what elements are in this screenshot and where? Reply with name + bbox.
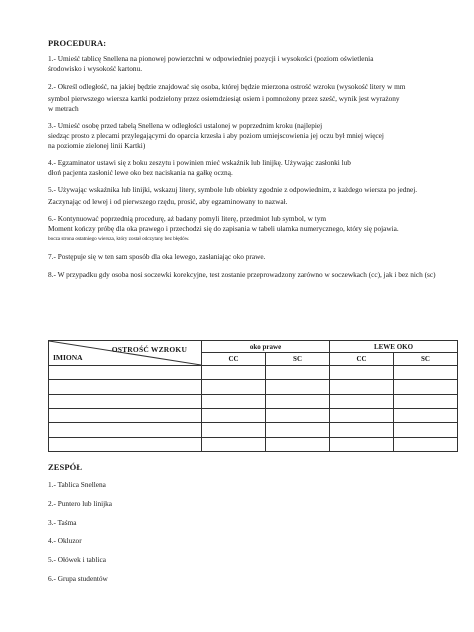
value-cell[interactable]: [330, 380, 394, 394]
visual-acuity-table: [48, 340, 458, 452]
visual-acuity-label: OSTROŚĆ WZROKU: [111, 345, 188, 354]
procedure-line: 1.- Umieść tablicę Snellena na pionowej powierzchni w odpowiedniej pozycji i wysokości (poziom oświetlenia: [48, 54, 374, 63]
value-cell[interactable]: [393, 394, 457, 408]
procedure-line: 7.- Postępuje się w ten sam sposób dla oka lewego, zasłaniając oko prawe.: [48, 252, 266, 261]
procedure-heading: PROCEDURA:: [48, 38, 107, 48]
table-row: [49, 437, 458, 451]
value-cell[interactable]: [202, 423, 266, 437]
value-cell[interactable]: [330, 423, 394, 437]
right-eye-header: oko prawe: [202, 341, 330, 353]
procedure-line: dłoń pacjenta zasłonić lewe oko bez naciskania na gałkę oczną.: [48, 168, 233, 177]
team-item: 4.- Okluzor: [48, 536, 82, 545]
procedure-line: 4.- Egzaminator ustawi się z boku zeszytu i powinien mieć wskaźnik lub linijkę. Używając zasłonki lub: [48, 158, 351, 167]
procedure-line: 6.- Kontynuować poprzednią procedurę, aż badany pomyli literę, przedmiot lub symbol, w tym: [48, 214, 327, 223]
right-eye-cc-header: CC: [202, 353, 266, 366]
value-cell[interactable]: [202, 366, 266, 380]
team-item: 5.- Ołówek i tablica: [48, 555, 106, 564]
right-eye-sc-header: SC: [266, 353, 330, 366]
name-cell[interactable]: [49, 394, 202, 408]
value-cell[interactable]: [330, 437, 394, 451]
value-cell[interactable]: [266, 366, 330, 380]
procedure-line: 3.- Umieść osobę przed tabelą Snellena w odległości ustalonej w poprzednim kroku (najlepiej: [48, 121, 323, 130]
value-cell[interactable]: [393, 408, 457, 422]
table-row: [49, 380, 458, 394]
procedure-line: w metrach: [48, 104, 79, 113]
value-cell[interactable]: [202, 394, 266, 408]
name-cell[interactable]: [49, 380, 202, 394]
value-cell[interactable]: [393, 437, 457, 451]
procedure-line: symbol pierwszego wiersza kartki podzielony przez osiemdziesiąt osiem i pomnożony przez sześć, wynik jest wyrażony: [48, 94, 400, 103]
left-eye-header: LEWE OKO: [330, 341, 458, 353]
value-cell[interactable]: [202, 437, 266, 451]
value-cell[interactable]: [266, 394, 330, 408]
table-row: [49, 366, 458, 380]
table-row: [49, 394, 458, 408]
value-cell[interactable]: [266, 423, 330, 437]
value-cell[interactable]: [202, 380, 266, 394]
value-cell[interactable]: [266, 380, 330, 394]
value-cell[interactable]: [393, 366, 457, 380]
procedure-line: 8.- W przypadku gdy osoba nosi soczewki korekcyjne, test zostanie przeprowadzony zarówno w soczewkach (cc), jak i bez nich (sc): [48, 270, 436, 279]
name-cell[interactable]: [49, 408, 202, 422]
table-diagonal-header-cell: [49, 341, 202, 366]
procedure-line: Moment kończy próbę dla oka prawego i przechodzi się do zapisania w tabeli ułamka numerycznego, który się pojawia.: [48, 224, 399, 233]
table-row: [49, 408, 458, 422]
table-row: [49, 423, 458, 437]
value-cell[interactable]: [266, 437, 330, 451]
procedure-line: 2.- Określ odległość, na jakiej będzie znajdować się osoba, której będzie mierzona ostrość wzroku (wysokość litery w mm: [48, 82, 406, 91]
name-cell[interactable]: [49, 366, 202, 380]
value-cell[interactable]: [330, 394, 394, 408]
team-item: 2.- Puntero lub linijka: [48, 499, 113, 508]
procedure-line: siedząc prosto z plecami przylegającymi do oparcia krzesła i aby poziom umiejscowienia jej oczu był mniej więcej: [48, 131, 384, 140]
procedure-line: Zaczynając od lewej i od pierwszego rzędu, prosić, aby egzaminowany to nazwał.: [48, 197, 288, 206]
name-cell[interactable]: [49, 437, 202, 451]
procedure-line: na poziomie zielonej linii Kartki): [48, 141, 146, 150]
value-cell[interactable]: [330, 408, 394, 422]
team-item: 3.- Taśma: [48, 518, 77, 527]
left-eye-sc-header: SC: [393, 353, 457, 366]
value-cell[interactable]: [330, 366, 394, 380]
value-cell[interactable]: [393, 380, 457, 394]
name-cell[interactable]: [49, 423, 202, 437]
team-item: 6.- Grupa studentów: [48, 574, 108, 583]
names-label: IMIONA: [53, 353, 83, 362]
left-eye-cc-header: CC: [330, 353, 394, 366]
procedure-line: bocza strona ostatniego wiersza, który został odczytany bez błędów.: [48, 236, 190, 242]
team-heading: ZESPÓŁ: [48, 462, 83, 472]
value-cell[interactable]: [266, 408, 330, 422]
procedure-line: środowisko i wysokość kartonu.: [48, 64, 143, 73]
value-cell[interactable]: [393, 423, 457, 437]
procedure-line: 5.- Używając wskaźnika lub linijki, wskazuj litery, symbole lub obiekty zgodnie z odpowiednim, z każdego wiersza po jednej.: [48, 185, 418, 194]
team-item: 1.- Tablica Snellena: [48, 480, 106, 489]
value-cell[interactable]: [202, 408, 266, 422]
